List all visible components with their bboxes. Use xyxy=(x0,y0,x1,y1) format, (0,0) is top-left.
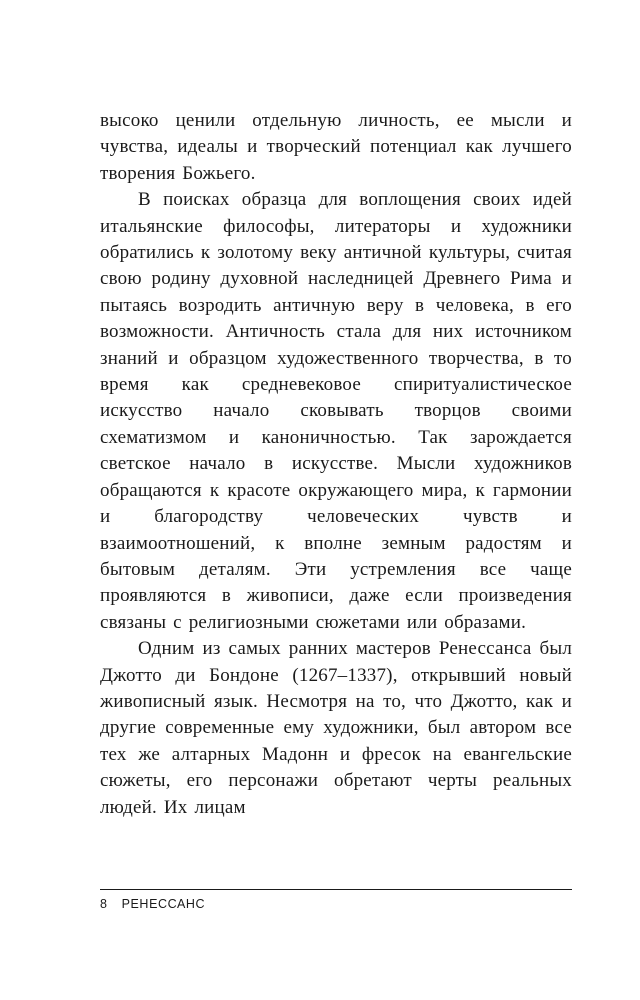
body-text xyxy=(100,108,572,821)
running-title: РЕНЕССАНС xyxy=(121,897,206,911)
paragraph: Одним из самых ранних мастеров Ренессанса был Джотто ди Бондоне (1267–1337), открывший новый живописный язык. Несмотря на то, что Джотто, как и другие современные ему художники, был автором все тех же алтарных Мадонн и фресок на евангельские сюжеты, его персонажи обретают черты реальных людей. Их лицам xyxy=(100,638,572,818)
footer-divider xyxy=(100,889,572,890)
paragraph: высоко ценили отдельную личность, ее мысли и чувства, идеалы и творческий потенциал как лучшего творения Божьего. xyxy=(100,110,572,184)
page-number: 8 xyxy=(100,897,108,911)
paragraph: В поисках образца для воплощения своих идей итальянские философы, литераторы и художники обратились к золотому веку античной культуры, считая свою родину духовной наследницей Древнего Рима и пытаясь возродить античную веру в человека, в его возможности. Античность стала для них источником знаний и образцом художественного творчества, в то время как средневековое спиритуалистическое искусство начало сковывать творцов своими схематизмом и каноничностью. Так зарождается светское начало в искусстве. Мысли художников обращаются к красоте окружающего мира, к гармонии и благородству человеческих чувств и взаимоотношений, к вполне земным радостям и бытовым деталям. Эти устремления все чаще проявляются в живописи, даже если произведения связаны с религиозными сюжетами или образами. xyxy=(100,189,572,633)
footer-line xyxy=(100,897,572,911)
page-footer xyxy=(100,889,572,911)
